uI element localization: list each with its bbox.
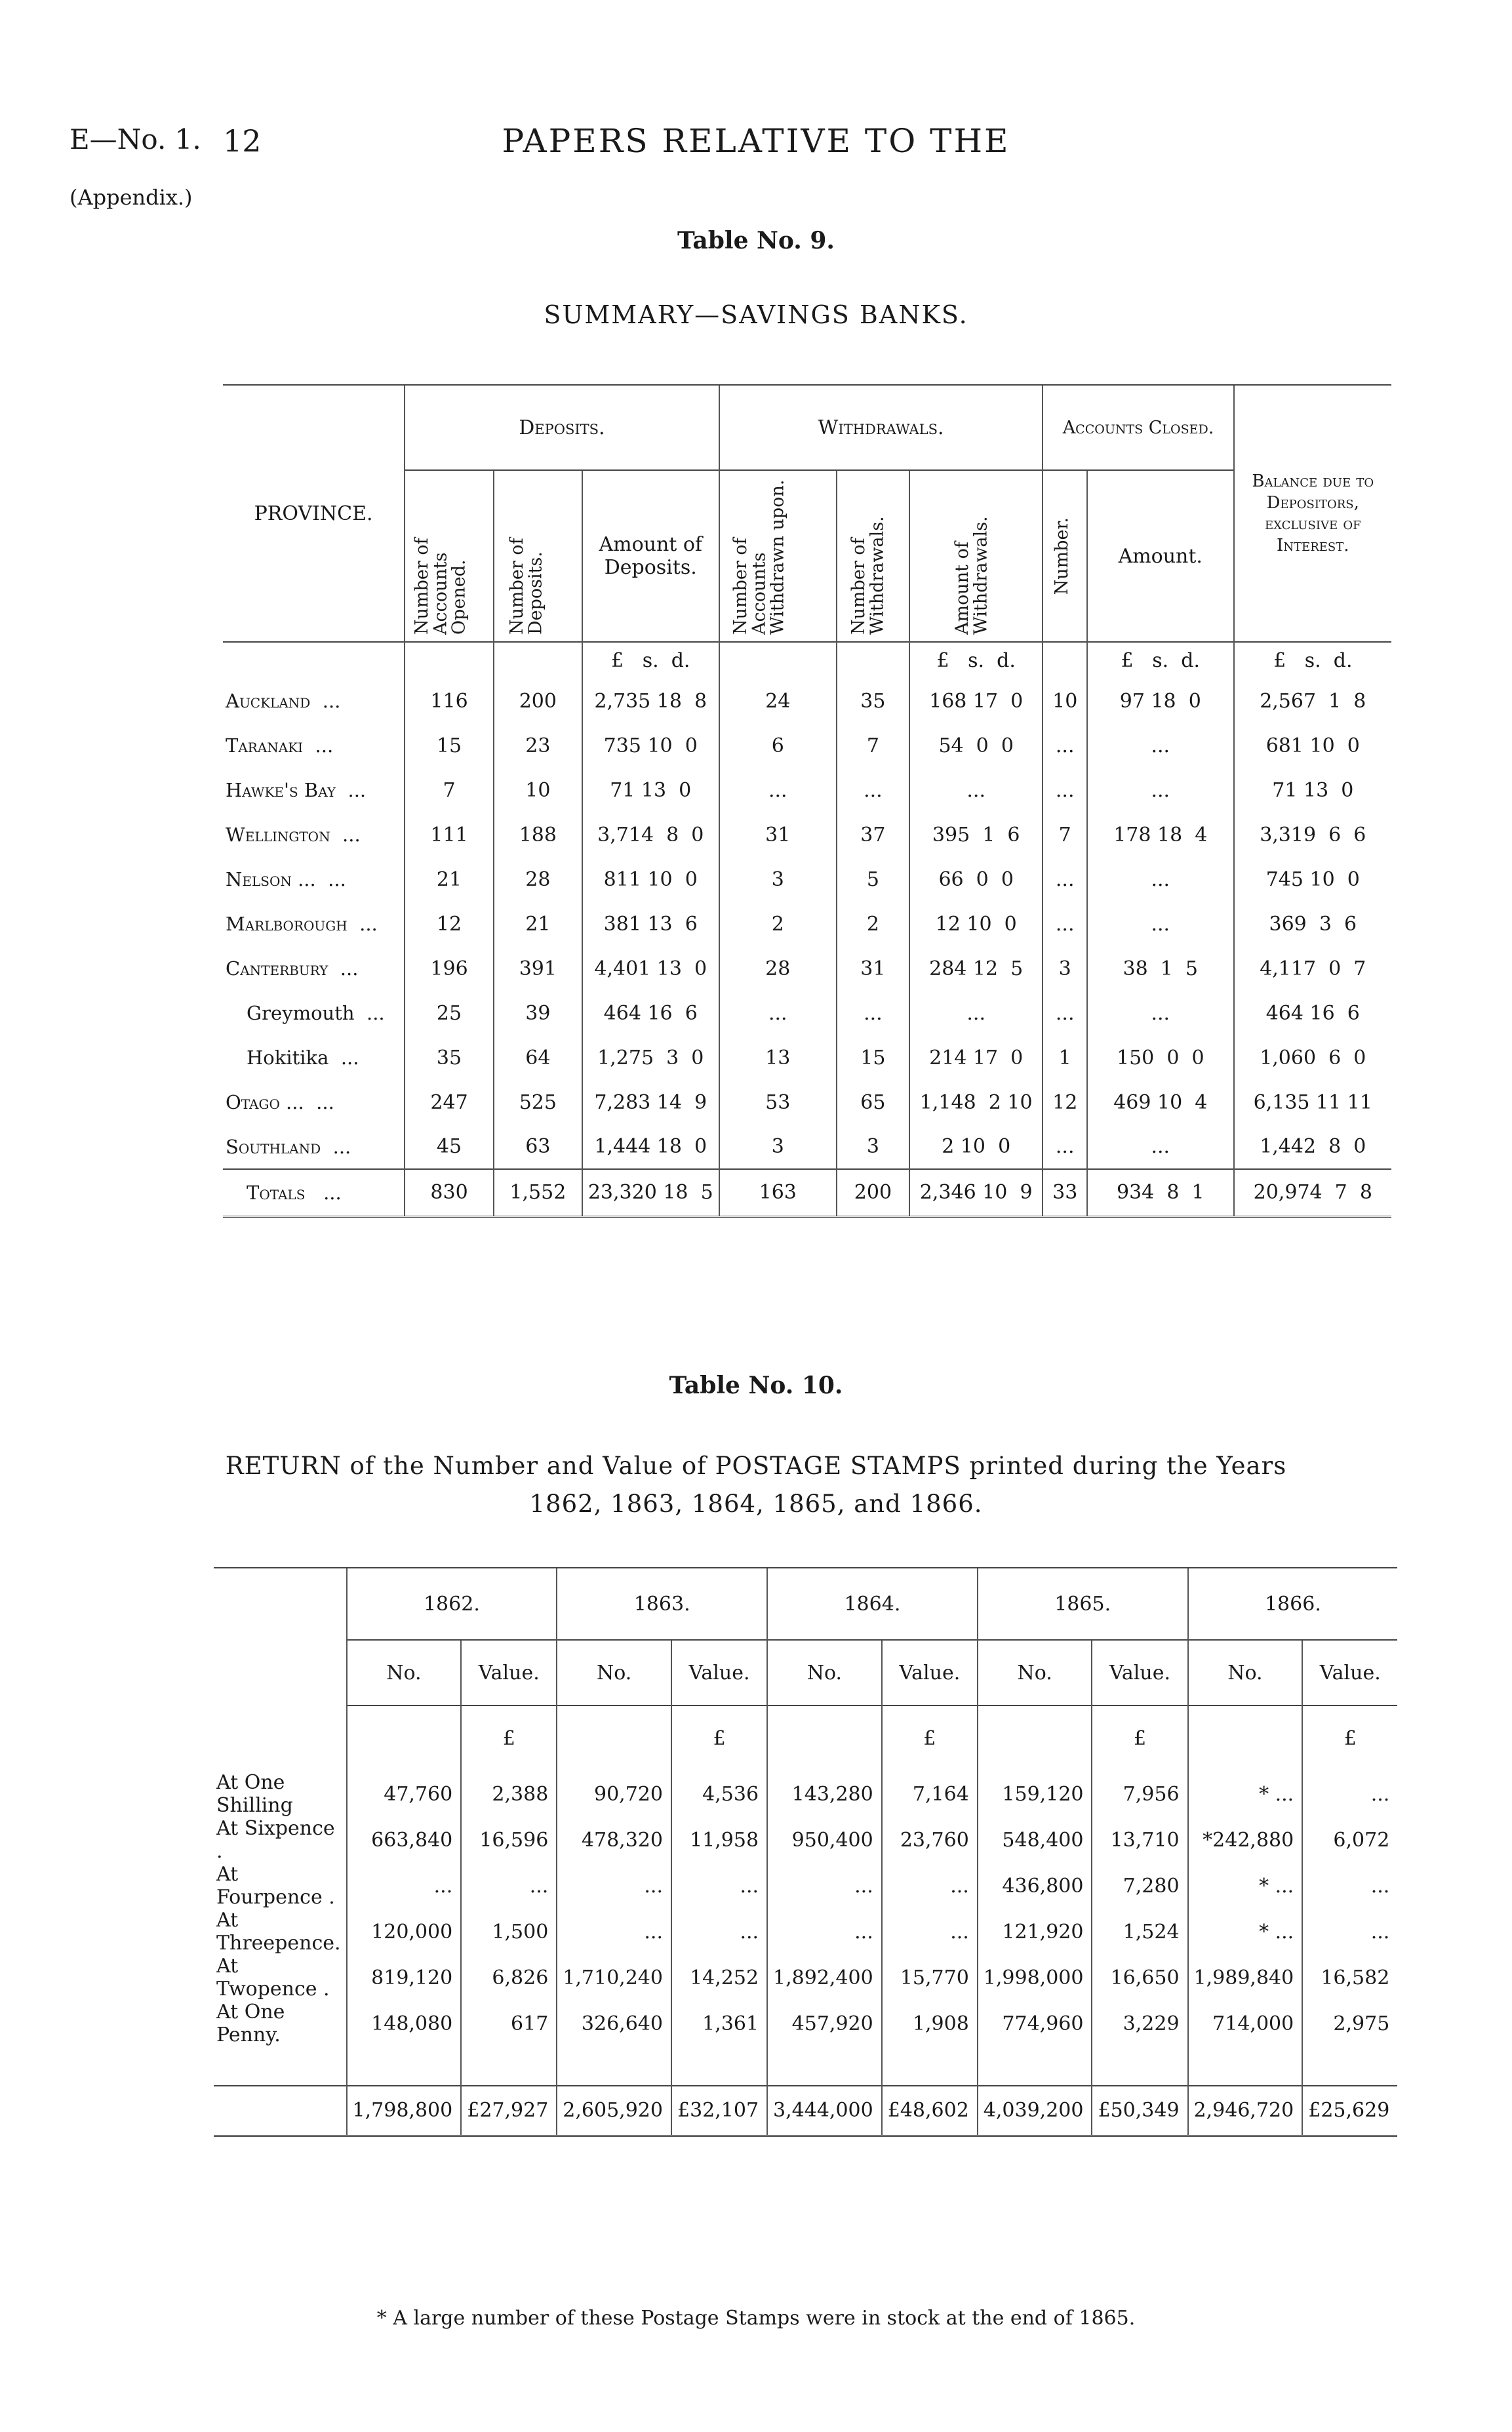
cell-opened: 111: [405, 812, 494, 857]
leader-dots: ...: [359, 913, 378, 935]
cell-closed-amount: ...: [1087, 768, 1234, 812]
cell-number: * ...: [1188, 1771, 1303, 1817]
cell-closed-amount: ...: [1087, 723, 1234, 768]
cell-deposits: 525: [494, 1080, 582, 1125]
cell-number: 90,720: [557, 1771, 671, 1817]
cell-number: 663,840: [347, 1817, 462, 1863]
total-value: £27,927: [461, 2086, 557, 2136]
cell-deposits: 21: [494, 902, 582, 946]
page-title: PAPERS RELATIVE TO THE: [502, 122, 1010, 160]
cell-withdrawals: 31: [837, 946, 909, 991]
cell-closed-amount: ...: [1087, 1125, 1234, 1169]
cell-value: 1,524: [1092, 1909, 1187, 1955]
table-row: [214, 1909, 1397, 1955]
col-no-header: No.: [347, 1640, 462, 1705]
cell-balance: 4,117 0 7: [1234, 946, 1391, 991]
cell-withdrawn: 13: [719, 1035, 837, 1080]
units-label: £ s. d.: [582, 642, 719, 679]
total-value: £32,107: [671, 2086, 767, 2136]
table-row: [223, 1125, 1391, 1169]
cell-deposits: 200: [494, 679, 582, 723]
table-row: [223, 768, 1391, 812]
table-row: [214, 2001, 1397, 2046]
currency-label: £: [1302, 1705, 1397, 1771]
cell-balance: 6,135 11 11: [1234, 1080, 1391, 1125]
cell-closed-num: ...: [1043, 1125, 1087, 1169]
cell-closed-amount: ...: [1087, 857, 1234, 902]
cell-withdrawn: 3: [719, 857, 837, 902]
cell-withdrawals: 37: [837, 812, 909, 857]
leader-dots: ...: [340, 1047, 359, 1069]
province-name: Wellington: [226, 824, 330, 846]
province-name: Canterbury: [226, 957, 328, 980]
cell-number: ...: [767, 1909, 882, 1955]
col-value-header: Value.: [1302, 1640, 1397, 1705]
col-no-header: No.: [767, 1640, 882, 1705]
table10-title-line1: RETURN of the Number and Value of POSTAGE STAMPS printed during the Years: [225, 1452, 1287, 1480]
units-label: £ s. d.: [1234, 642, 1391, 679]
total-value: £25,629: [1302, 2086, 1397, 2136]
cell-closed-num: 12: [1043, 1080, 1087, 1125]
cell-withdrawn: 2: [719, 902, 837, 946]
cell-number: ...: [347, 1863, 462, 1909]
year-1862: 1862.: [347, 1568, 557, 1640]
col-no-header: No.: [557, 1640, 671, 1705]
cell-value: 1,908: [882, 2001, 978, 2046]
cell-wd-amount: 54 0 0: [909, 723, 1043, 768]
currency-label: £: [1092, 1705, 1187, 1771]
accounts-opened-header: Number of Accounts Opened.: [412, 538, 469, 635]
total-value: £48,602: [882, 2086, 978, 2136]
cell-deposits: 391: [494, 946, 582, 991]
cell-closed-num: ...: [1043, 902, 1087, 946]
cell-withdrawals: 3: [837, 1125, 909, 1169]
cell-deposits: 188: [494, 812, 582, 857]
stamp-denomination: At Twopence .: [216, 1955, 330, 2001]
cell-value: 7,956: [1092, 1771, 1187, 1817]
province-name: Hokitika: [247, 1047, 329, 1069]
cell-balance: 1,442 8 0: [1234, 1125, 1391, 1169]
postage-stamps-table: [214, 1567, 1397, 2137]
province-name: Southland: [226, 1135, 321, 1158]
total-number: 4,039,200: [978, 2086, 1092, 2136]
units-label: £ s. d.: [1087, 642, 1234, 679]
cell-dep-amount: 464 16 6: [582, 991, 719, 1035]
col-no-header: No.: [1188, 1640, 1303, 1705]
cell-wd-amount: 1,148 2 10: [909, 1080, 1043, 1125]
cell-deposits: 63: [494, 1125, 582, 1169]
cell-withdrawals: ...: [837, 768, 909, 812]
leader-dots: ...: [366, 1002, 385, 1024]
col-value-header: Value.: [882, 1640, 978, 1705]
cell-deposits: 23: [494, 723, 582, 768]
stamp-denomination: At One Penny.: [216, 2001, 285, 2046]
cell-number: 548,400: [978, 1817, 1092, 1863]
cell-number: 120,000: [347, 1909, 462, 1955]
accounts-closed-header: Accounts Closed.: [1043, 385, 1233, 470]
cell-withdrawn: ...: [719, 991, 837, 1035]
cell-withdrawn: 24: [719, 679, 837, 723]
cell-balance: 745 10 0: [1234, 857, 1391, 902]
cell-dep-amount: 381 13 6: [582, 902, 719, 946]
province-name: Hawke's Bay: [226, 779, 336, 801]
cell-value: 16,582: [1302, 1955, 1397, 2001]
table-row: [223, 857, 1391, 902]
leader-dots: ...: [328, 868, 346, 890]
cell-number: 1,892,400: [767, 1955, 882, 2001]
closed-amount-header: Amount.: [1087, 470, 1234, 642]
leader-dots: ...: [340, 957, 359, 980]
cell-opened: 35: [405, 1035, 494, 1080]
table-row: [223, 991, 1391, 1035]
cell-value: 23,760: [882, 1817, 978, 1863]
leader-dots: ...: [342, 824, 361, 846]
cell-value: 4,536: [671, 1771, 767, 1817]
table10-caption: Table No. 10.: [669, 1372, 843, 1399]
cell-number: 457,920: [767, 2001, 882, 2046]
cell-closed-num: ...: [1043, 723, 1087, 768]
cell-withdrawals: 35: [837, 679, 909, 723]
cell-withdrawals: 2: [837, 902, 909, 946]
cell-value: 16,650: [1092, 1955, 1187, 2001]
cell-balance: 2,567 1 8: [1234, 679, 1391, 723]
cell-wd-amount: 284 12 5: [909, 946, 1043, 991]
cell-number: 714,000: [1188, 2001, 1303, 2046]
cell-value: 2,975: [1302, 2001, 1397, 2046]
col-value-header: Value.: [461, 1640, 557, 1705]
table-row: [214, 1955, 1397, 2001]
cell-dep-amount: 3,714 8 0: [582, 812, 719, 857]
cell-withdrawals: 5: [837, 857, 909, 902]
totals-opened: 830: [405, 1169, 494, 1216]
cell-dep-amount: 2,735 18 8: [582, 679, 719, 723]
leader-dots: ...: [315, 734, 334, 757]
cell-deposits: 39: [494, 991, 582, 1035]
totals-label: Totals: [247, 1181, 306, 1204]
cell-number: ...: [557, 1909, 671, 1955]
cell-value: 6,072: [1302, 1817, 1397, 1863]
cell-opened: 15: [405, 723, 494, 768]
stamp-denomination: At One Shilling: [216, 1771, 293, 1817]
totals-deposits: 1,552: [494, 1169, 582, 1216]
stamp-denomination: At Fourpence .: [216, 1863, 335, 1909]
leader-dots: ...: [316, 1091, 334, 1113]
cell-closed-num: 3: [1043, 946, 1087, 991]
num-deposits-header: Number of Deposits.: [507, 538, 546, 635]
totals-withdrawals: 200: [837, 1169, 909, 1216]
cell-value: ...: [1302, 1909, 1397, 1955]
leader-dots: ...: [332, 1135, 351, 1158]
cell-value: 7,164: [882, 1771, 978, 1817]
totals-wd-amount: 2,346 10 9: [909, 1169, 1043, 1216]
cell-balance: 71 13 0: [1234, 768, 1391, 812]
province-name: Marlborough: [226, 913, 348, 935]
cell-balance: 1,060 6 0: [1234, 1035, 1391, 1080]
cell-number: *242,880: [1188, 1817, 1303, 1863]
cell-wd-amount: 395 1 6: [909, 812, 1043, 857]
cell-closed-num: 1: [1043, 1035, 1087, 1080]
province-header: PROVINCE.: [223, 385, 405, 642]
cell-opened: 45: [405, 1125, 494, 1169]
totals-dots: ...: [323, 1181, 342, 1204]
total-number: 2,605,920: [557, 2086, 671, 2136]
cell-number: 148,080: [347, 2001, 462, 2046]
cell-withdrawals: 7: [837, 723, 909, 768]
cell-balance: 681 10 0: [1234, 723, 1391, 768]
cell-withdrawn: ...: [719, 768, 837, 812]
table9-caption: Table No. 9.: [677, 227, 835, 254]
col-value-header: Value.: [671, 1640, 767, 1705]
currency-label: £: [882, 1705, 978, 1771]
stamp-denomination: At Sixpence .: [216, 1817, 335, 1863]
cell-dep-amount: 811 10 0: [582, 857, 719, 902]
col-value-header: Value.: [1092, 1640, 1187, 1705]
cell-number: 1,998,000: [978, 1955, 1092, 2001]
cell-value: ...: [1302, 1771, 1397, 1817]
cell-opened: 196: [405, 946, 494, 991]
total-value: £50,349: [1092, 2086, 1187, 2136]
province-name: Auckland: [226, 690, 311, 712]
year-1863: 1863.: [557, 1568, 767, 1640]
totals-dep-amount: 23,320 18 5: [582, 1169, 719, 1216]
cell-closed-num: ...: [1043, 991, 1087, 1035]
cell-withdrawn: 53: [719, 1080, 837, 1125]
table10-title-line2: 1862, 1863, 1864, 1865, and 1866.: [529, 1490, 983, 1518]
cell-dep-amount: 1,444 18 0: [582, 1125, 719, 1169]
cell-number: ...: [767, 1863, 882, 1909]
cell-number: 819,120: [347, 1955, 462, 2001]
cell-value: 15,770: [882, 1955, 978, 2001]
leader-dots: ...: [322, 690, 341, 712]
cell-value: ...: [882, 1863, 978, 1909]
year-1864: 1864.: [767, 1568, 978, 1640]
cell-number: 950,400: [767, 1817, 882, 1863]
cell-number: 326,640: [557, 2001, 671, 2046]
table-row: [223, 946, 1391, 991]
cell-number: 1,989,840: [1188, 1955, 1303, 2001]
appendix-label: (Appendix.): [70, 185, 193, 210]
cell-value: ...: [882, 1909, 978, 1955]
cell-value: 7,280: [1092, 1863, 1187, 1909]
cell-closed-amount: 178 18 4: [1087, 812, 1234, 857]
province-name: Nelson ...: [226, 868, 316, 890]
cell-opened: 25: [405, 991, 494, 1035]
cell-number: 1,710,240: [557, 1955, 671, 2001]
leader-dots: ...: [348, 779, 367, 801]
cell-number: 478,320: [557, 1817, 671, 1863]
cell-number: 47,760: [347, 1771, 462, 1817]
cell-wd-amount: ...: [909, 768, 1043, 812]
table-row: [223, 679, 1391, 723]
cell-closed-amount: 469 10 4: [1087, 1080, 1234, 1125]
province-name: Taranaki: [226, 734, 304, 757]
cell-deposits: 10: [494, 768, 582, 812]
year-1866: 1866.: [1188, 1568, 1398, 1640]
closed-number-header: Number.: [1052, 517, 1073, 595]
num-withdrawals-header: Number of Withdrawals.: [848, 516, 888, 635]
cell-value: 617: [461, 2001, 557, 2046]
amount-deposits-header: Amount of Deposits.: [582, 470, 719, 642]
totals-closed-num: 33: [1043, 1169, 1087, 1216]
cell-closed-num: 7: [1043, 812, 1087, 857]
cell-withdrawn: 3: [719, 1125, 837, 1169]
cell-value: ...: [461, 1863, 557, 1909]
cell-wd-amount: 12 10 0: [909, 902, 1043, 946]
year-1865: 1865.: [978, 1568, 1188, 1640]
document-reference: E—No. 1.: [70, 123, 201, 155]
table9-title: SUMMARY—SAVINGS BANKS.: [544, 300, 968, 329]
totals-closed-amount: 934 8 1: [1087, 1169, 1234, 1216]
cell-withdrawals: 65: [837, 1080, 909, 1125]
cell-value: 1,361: [671, 2001, 767, 2046]
cell-value: 6,826: [461, 1955, 557, 2001]
stamp-denomination: At Threepence.: [216, 1909, 341, 1955]
totals-withdrawn: 163: [719, 1169, 837, 1216]
table-row: [214, 1817, 1397, 1863]
cell-deposits: 28: [494, 857, 582, 902]
cell-withdrawn: 28: [719, 946, 837, 991]
cell-value: 3,229: [1092, 2001, 1187, 2046]
cell-closed-num: ...: [1043, 768, 1087, 812]
cell-closed-amount: 38 1 5: [1087, 946, 1234, 991]
cell-number: 159,120: [978, 1771, 1092, 1817]
cell-closed-amount: ...: [1087, 991, 1234, 1035]
cell-wd-amount: 214 17 0: [909, 1035, 1043, 1080]
cell-number: 774,960: [978, 2001, 1092, 2046]
cell-value: ...: [1302, 1863, 1397, 1909]
cell-closed-num: ...: [1043, 857, 1087, 902]
cell-withdrawals: 15: [837, 1035, 909, 1080]
cell-wd-amount: ...: [909, 991, 1043, 1035]
cell-dep-amount: 4,401 13 0: [582, 946, 719, 991]
cell-withdrawals: ...: [837, 991, 909, 1035]
cell-wd-amount: 2 10 0: [909, 1125, 1043, 1169]
cell-number: * ...: [1188, 1863, 1303, 1909]
table-row: [223, 1080, 1391, 1125]
cell-number: 121,920: [978, 1909, 1092, 1955]
cell-value: 2,388: [461, 1771, 557, 1817]
cell-value: ...: [671, 1863, 767, 1909]
units-label: £ s. d.: [909, 642, 1043, 679]
cell-dep-amount: 735 10 0: [582, 723, 719, 768]
cell-opened: 12: [405, 902, 494, 946]
cell-value: 11,958: [671, 1817, 767, 1863]
table-row: [223, 902, 1391, 946]
cell-balance: 464 16 6: [1234, 991, 1391, 1035]
table-row: [223, 723, 1391, 768]
table-row: [223, 812, 1391, 857]
cell-opened: 247: [405, 1080, 494, 1125]
cell-balance: 3,319 6 6: [1234, 812, 1391, 857]
cell-number: ...: [557, 1863, 671, 1909]
savings-banks-table: [223, 384, 1391, 1218]
cell-dep-amount: 71 13 0: [582, 768, 719, 812]
currency-label: £: [671, 1705, 767, 1771]
table-row: [214, 1771, 1397, 1817]
page-number: 12: [223, 123, 262, 159]
cell-opened: 21: [405, 857, 494, 902]
cell-dep-amount: 7,283 14 9: [582, 1080, 719, 1125]
cell-wd-amount: 168 17 0: [909, 679, 1043, 723]
withdrawals-header: Withdrawals.: [719, 385, 1043, 470]
balance-header: Balance due to Depositors, exclusive of Interest.: [1234, 385, 1391, 642]
cell-dep-amount: 1,275 3 0: [582, 1035, 719, 1080]
stamps-footnote: * A large number of these Postage Stamps were in stock at the end of 1865.: [376, 2307, 1136, 2330]
province-name: Otago ...: [226, 1091, 304, 1113]
cell-number: 436,800: [978, 1863, 1092, 1909]
deposits-header: Deposits.: [405, 385, 719, 470]
cell-closed-amount: 97 18 0: [1087, 679, 1234, 723]
table-row: [214, 1863, 1397, 1909]
cell-wd-amount: 66 0 0: [909, 857, 1043, 902]
col-no-header: No.: [978, 1640, 1092, 1705]
cell-opened: 7: [405, 768, 494, 812]
cell-opened: 116: [405, 679, 494, 723]
cell-value: 14,252: [671, 1955, 767, 2001]
cell-value: 13,710: [1092, 1817, 1187, 1863]
total-number: 3,444,000: [767, 2086, 882, 2136]
cell-closed-num: 10: [1043, 679, 1087, 723]
cell-number: 143,280: [767, 1771, 882, 1817]
cell-closed-amount: ...: [1087, 902, 1234, 946]
cell-closed-amount: 150 0 0: [1087, 1035, 1234, 1080]
amount-withdrawals-header: Amount of Withdrawals.: [951, 516, 991, 635]
accounts-withdrawn-header: Number of Accounts Withdrawn upon.: [730, 479, 788, 635]
cell-value: 16,596: [461, 1817, 557, 1863]
total-number: 2,946,720: [1188, 2086, 1303, 2136]
currency-label: £: [461, 1705, 557, 1771]
cell-withdrawn: 31: [719, 812, 837, 857]
cell-number: * ...: [1188, 1909, 1303, 1955]
table-row: [223, 1035, 1391, 1080]
cell-withdrawn: 6: [719, 723, 837, 768]
totals-balance: 20,974 7 8: [1234, 1169, 1391, 1216]
cell-value: 1,500: [461, 1909, 557, 1955]
total-number: 1,798,800: [347, 2086, 462, 2136]
cell-balance: 369 3 6: [1234, 902, 1391, 946]
cell-value: ...: [671, 1909, 767, 1955]
province-name: Greymouth: [247, 1002, 355, 1024]
cell-deposits: 64: [494, 1035, 582, 1080]
